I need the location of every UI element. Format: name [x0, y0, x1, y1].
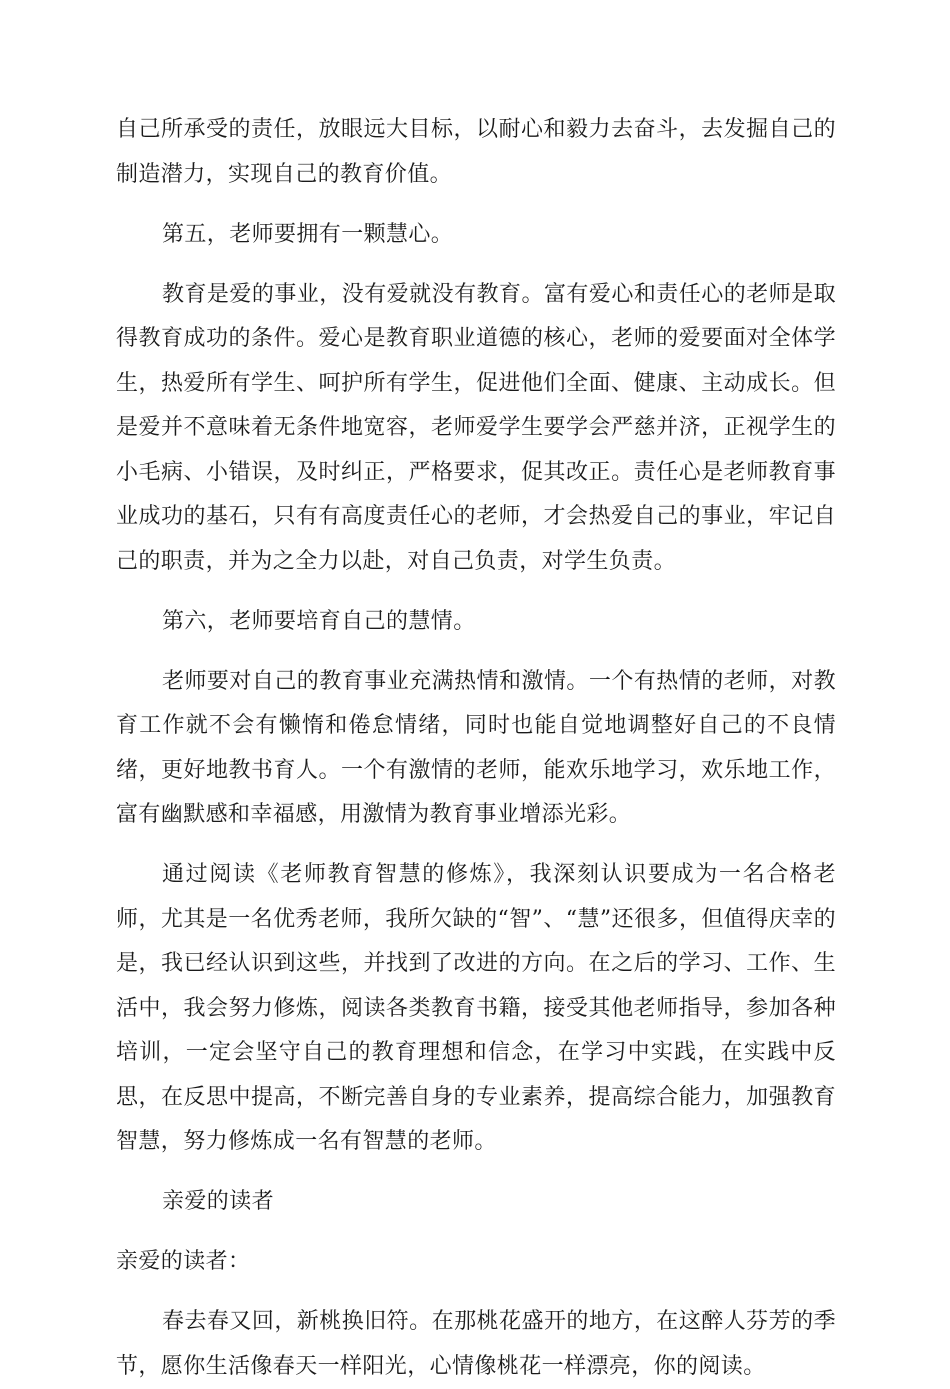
paragraph-love-education: 教育是爱的事业，没有爱就没有教育。富有爱心和责任心的老师是取得教育成功的条件。爱心是教育职业道德的核心，老师的爱要面对全体学生，热爱所有学生、呵护所有学生，促进他们全面、健康、主动成长。但是爱并不意味着无条件地宽容，老师爱学生要学会严慈并济，正视学生的小毛病、小错误，及时纠正，严格要求，促其改正。责任心是老师教育事业成功的基石，只有有高度责任心的老师，才会热爱自己的事业，牢记自己的职责，并为之全力以赴，对自己负责，对学生负责。 — [116, 281, 836, 574]
salutation: 亲爱的读者： — [116, 1249, 251, 1274]
heading-fifth-point: 第五，老师要拥有一颗慧心。 — [162, 221, 454, 247]
document-body — [116, 108, 836, 1389]
heading-sixth-point: 第六，老师要培育自己的慧情。 — [162, 608, 476, 634]
section-title-dear-reader: 亲爱的读者 — [162, 1189, 275, 1214]
paragraph-spring-greeting: 春去春又回，新桃换旧符。在那桃花盛开的地方，在这醉人芬芳的季节，愿你生活像春天一样阳光，心情像桃花一样漂亮，你的阅读。 — [116, 1309, 836, 1379]
paragraph-reflection: 通过阅读《老师教育智慧的修炼》，我深刻认识要成为一名合格老师，尤其是一名优秀老师，我所欠缺的“智”、“慧”还很多，但值得庆幸的是，我已经认识到这些，并找到了改进的方向。在之后的学习、工作、生活中，我会努力修炼，阅读各类教育书籍，接受其他老师指导，参加各种培训，一定会坚守自己的教育理想和信念，在学习中实践，在实践中反思，在反思中提高，不断完善自身的专业素养，提高综合能力，加强教育智慧，努力修炼成一名有智慧的老师。 — [116, 862, 836, 1154]
paragraph-passion: 老师要对自己的教育事业充满热情和激情。一个有热情的老师，对教育工作就不会有懒惰和倦怠情绪，同时也能自觉地调整好自己的不良情绪，更好地教书育人。一个有激情的老师，能欢乐地学习，欢乐地工作，富有幽默感和幸福感，用激情为教育事业增添光彩。 — [116, 668, 836, 827]
paragraph-continuation: 自己所承受的责任，放眼远大目标，以耐心和毅力去奋斗，去发掘自己的制造潜力，实现自己的教育价值。 — [116, 117, 836, 187]
